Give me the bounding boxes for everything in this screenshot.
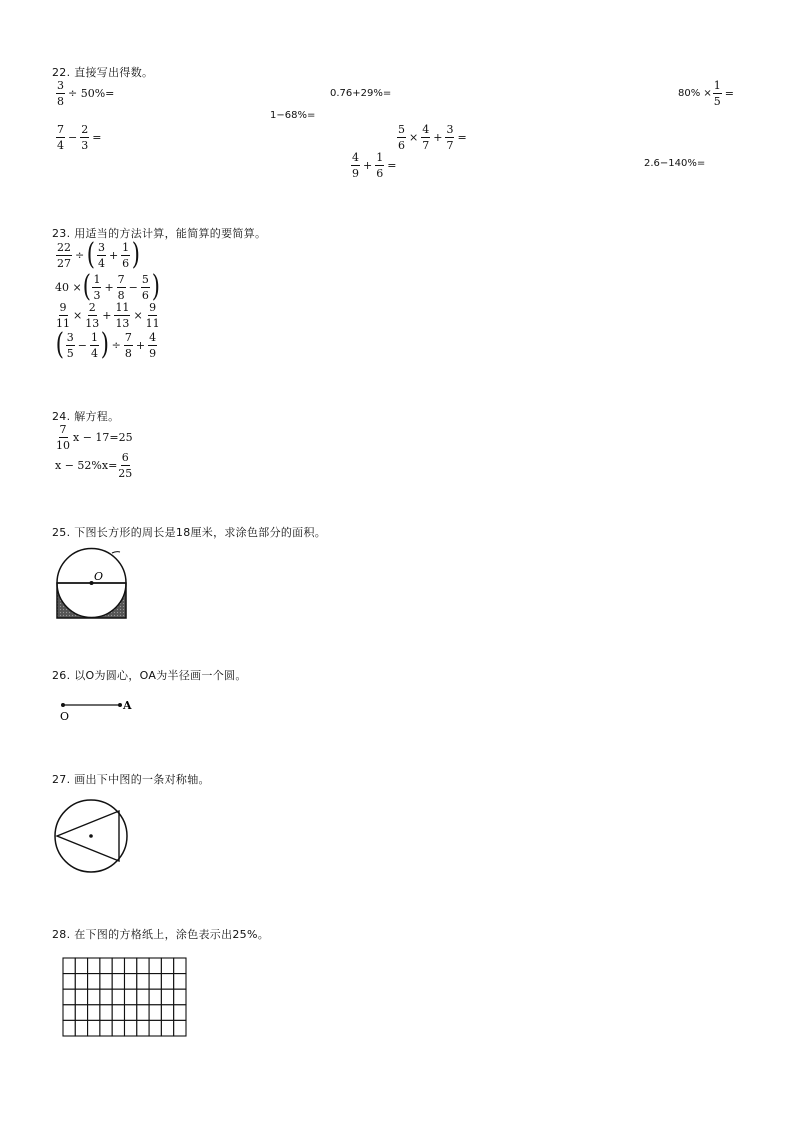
grid-cell[interactable] [137,1005,149,1021]
q22-expr-8: 2.6−140%= [644,158,706,169]
grid-cell[interactable] [88,974,100,990]
grid-cell[interactable] [125,974,137,990]
grid-cell[interactable] [100,958,112,974]
grid-cell[interactable] [75,989,87,1005]
grid-cell[interactable] [137,974,149,990]
q25-title: 25. 下图长方形的周长是18厘米，求涂色部分的面积。 [52,526,327,539]
grid-cell[interactable] [112,1005,124,1021]
label-a: A [123,699,132,712]
grid-cell[interactable] [174,1020,186,1036]
q26-title: 26. 以O为圆心，OA为半径画一个圆。 [52,669,247,682]
fraction: $\frac{1}{5}$ [713,79,721,108]
grid-cell[interactable] [137,1020,149,1036]
grid-cell[interactable] [112,974,124,990]
q24-equation-2: x − 52%x= $\frac{6}{25}$ [55,451,133,480]
grid-cell[interactable] [137,989,149,1005]
grid-cell[interactable] [149,989,161,1005]
grid-cell[interactable] [112,958,124,974]
grid-cell[interactable] [63,1020,75,1036]
grid-cell[interactable] [63,1005,75,1021]
q24-title: 24. 解方程。 [52,410,120,423]
grid-cell[interactable] [88,1020,100,1036]
grid-paper[interactable] [60,955,190,1040]
grid-cell[interactable] [161,958,173,974]
rectangle-circle-figure [50,545,140,625]
grid-cell[interactable] [161,1020,173,1036]
grid-cell[interactable] [161,974,173,990]
fraction: $\frac{3}{8}$ [57,79,64,108]
grid-cell[interactable] [125,989,137,1005]
q22-expr-4: 1−68%= [270,110,316,121]
q23-title: 23. 用适当的方法计算，能简算的要简算。 [52,227,267,240]
grid-cell[interactable] [174,1005,186,1021]
grid-cell[interactable] [125,1020,137,1036]
grid-cell[interactable] [88,989,100,1005]
grid-cell[interactable] [174,974,186,990]
grid-cell[interactable] [125,958,137,974]
grid-cell[interactable] [149,1005,161,1021]
grid-cell[interactable] [125,1005,137,1021]
q22-expr-5: $\frac{7}{4}$ − $\frac{2}{3}$ = [57,123,102,152]
grid-cell[interactable] [174,989,186,1005]
grid-cell[interactable] [75,958,87,974]
grid-cell[interactable] [149,958,161,974]
circle-triangle-figure [50,795,135,880]
grid-cell[interactable] [100,974,112,990]
center-point [89,834,93,838]
q22-expr-2: 0.76+29%= [330,88,392,99]
grid-cell[interactable] [149,1020,161,1036]
q22-expr-7: $\frac{4}{9}$ + $\frac{1}{6}$ = [352,151,397,180]
grid-cell[interactable] [75,1020,87,1036]
grid-cell[interactable] [161,1005,173,1021]
q23-expr-1: $\frac{22}{27}$ ÷ ( $\frac{3}{4}$ + $\frac{1}{6}$ ) [57,237,141,272]
q24-equation-1: $\frac{7}{10}$ x − 17=25 [56,423,133,452]
grid-cell[interactable] [174,958,186,974]
grid-cell[interactable] [63,974,75,990]
q23-expr-2: 40 × ( $\frac{1}{3}$ + $\frac{7}{8}$ − $\frac{5}{6}$ ) [55,269,160,304]
center-point [90,581,94,585]
grid-cell[interactable] [161,989,173,1005]
q23-expr-3: $\frac{9}{11}$ × $\frac{2}{13}$ + $\frac{11}{13}$ × $\frac{9}{11}$ [56,301,160,330]
q28-title: 28. 在下图的方格纸上，涂色表示出25%。 [52,928,270,941]
grid-cell[interactable] [137,958,149,974]
grid-cell[interactable] [100,1005,112,1021]
label-o: O [60,710,70,723]
grid-cell[interactable] [63,989,75,1005]
q22-expr-1: $\frac{3}{8}$ ÷ 50%= [57,79,115,108]
q27-title: 27. 画出下中图的一条对称轴。 [52,773,210,786]
shaded-region [57,583,126,618]
point-o [61,703,65,707]
center-label: O [94,570,104,583]
grid-cell[interactable] [112,1020,124,1036]
q22-expr-3: 80% × $\frac{1}{5}$ = [678,79,735,108]
q22-title: 22. 直接写出得数。 [52,66,154,79]
grid-cell[interactable] [100,989,112,1005]
grid-cell[interactable] [100,1020,112,1036]
segment-oa-figure [55,695,145,725]
grid-cell[interactable] [63,958,75,974]
q22-expr-6: $\frac{5}{6}$ × $\frac{4}{7}$ + $\frac{3}{7}$ = [398,123,467,152]
grid-cell[interactable] [149,974,161,990]
point-a [118,703,122,707]
grid-cell[interactable] [88,958,100,974]
grid-cell[interactable] [75,974,87,990]
grid-cell[interactable] [75,1005,87,1021]
triangle [57,811,119,861]
q23-expr-4: ( $\frac{3}{5}$ − $\frac{1}{4}$ ) ÷ $\frac{7}{8}$ + $\frac{4}{9}$ [55,327,157,362]
grid-cell[interactable] [112,989,124,1005]
grid-cell[interactable] [88,1005,100,1021]
